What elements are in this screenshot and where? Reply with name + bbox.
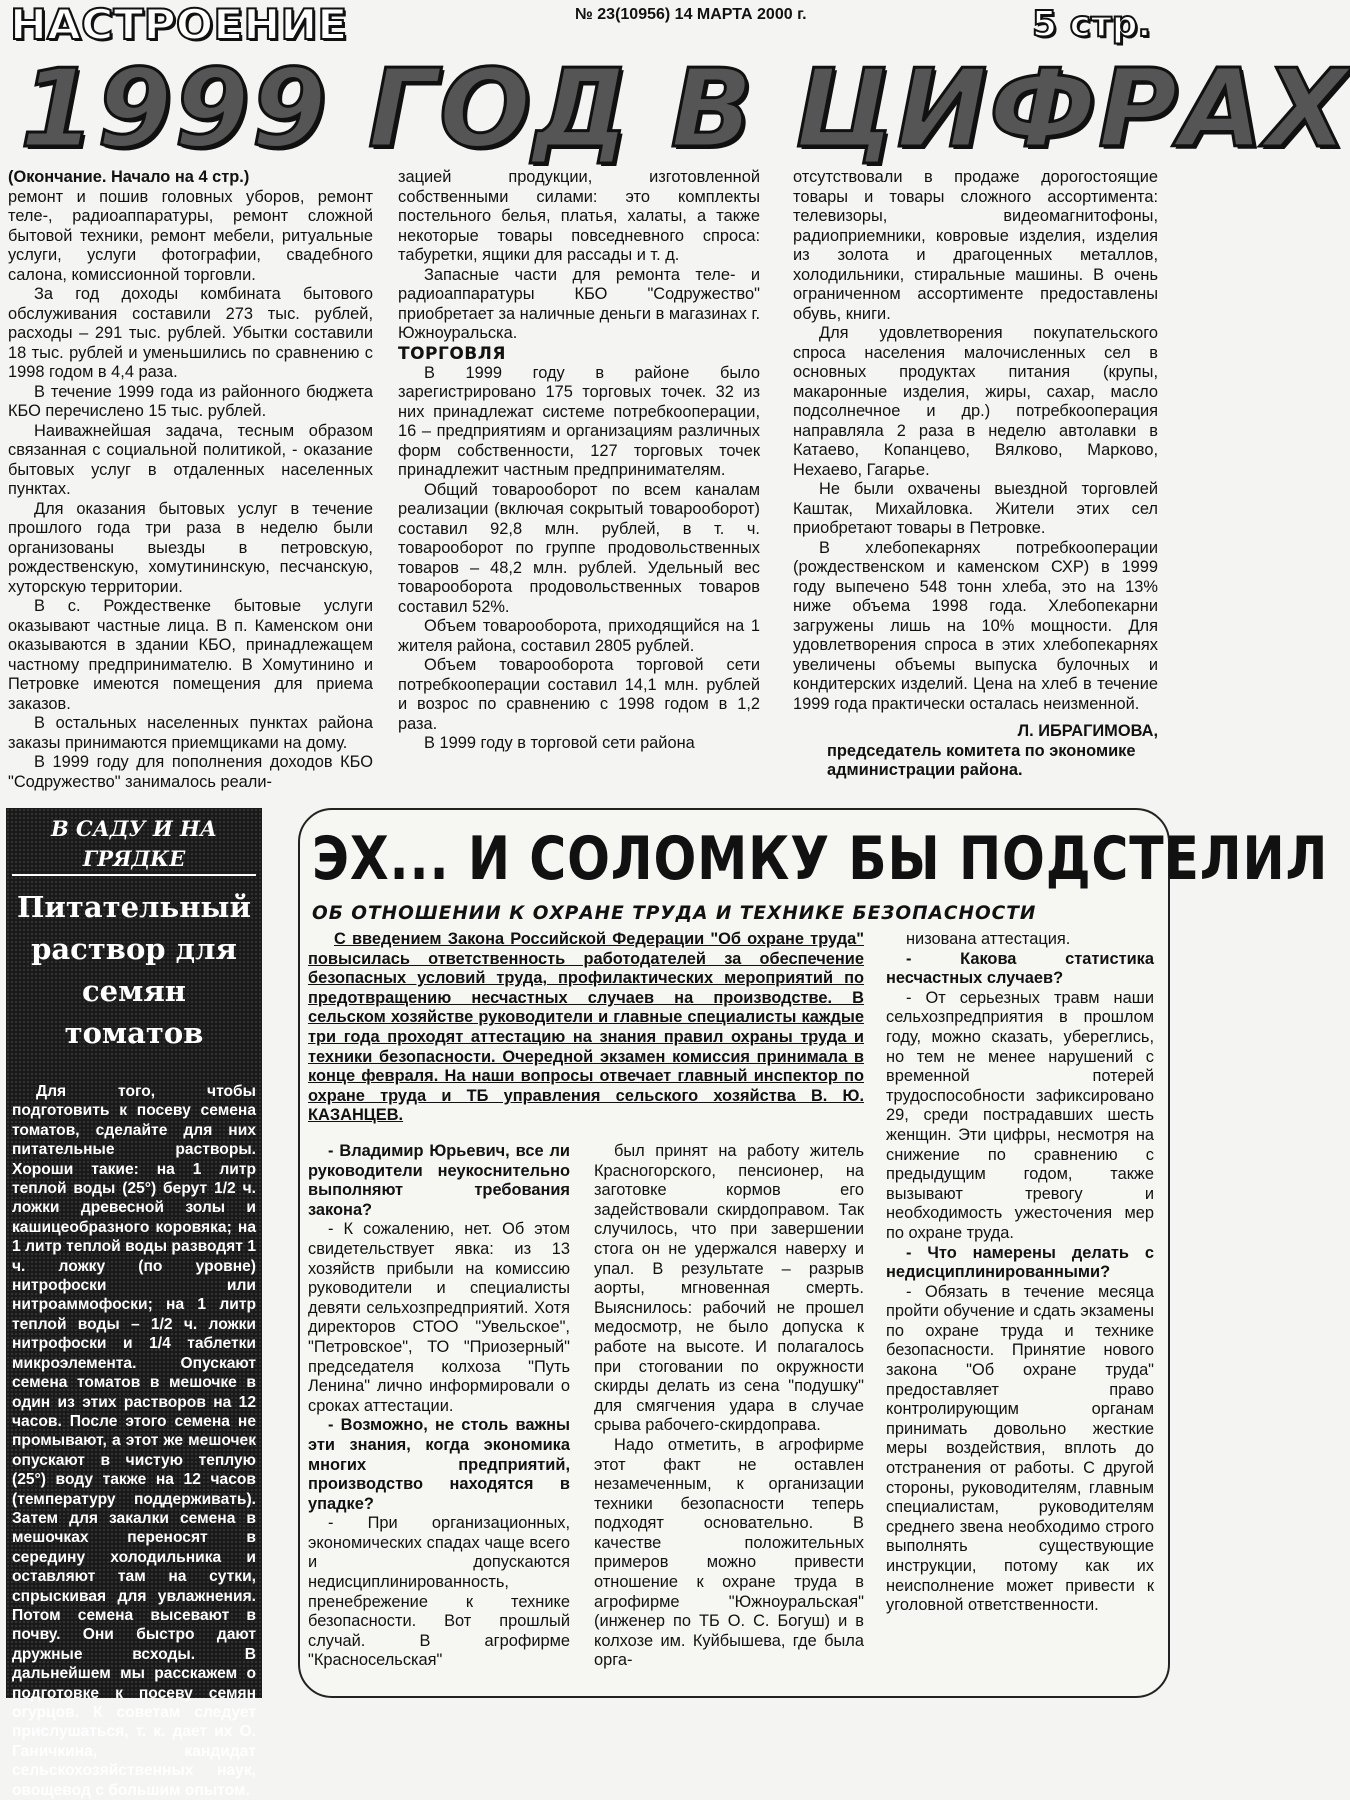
paragraph: был принят на работу житель Красногорского, пенсионер, на заготовке кормов его задействовали скирдоправом. Так случилось, что при завершении стога он не удержался наверху и упал. В результате – разрыв аорты, мгновенная смерть. Выяснилось: рабочий не прошел медосмотр, не было допуска к работе на высоте. И полагалось при стоговании по окружности скирды делать из сена "подушку" для смягчения удара в случае срыва рабочего-скирдоправа. xyxy=(594,1142,864,1435)
paragraph: зацией продукции, изготовленной собственными силами: это комплекты постельного белья, платья, халаты, а также некоторые товары повседневного спроса: табуретки, ящики для рассады и т. д. xyxy=(398,168,760,264)
report-column-1 xyxy=(8,168,373,792)
garden-title: Питательный раствор для семян томатов xyxy=(16,890,251,1050)
paragraph: Для удовлетворения покупательского спроса населения малочисленных сел в основных продуктах питания (крупы, макаронные изделия, жиры, сахар, масло подсолнечное и др.) потребкооперация направляла 2 раза в неделю автолавки в Катаево, Копанцево, Вялково, Марково, Нехаево, Гагарье. xyxy=(793,324,1158,479)
interview-question: - Что намерены делать с недисциплинированными? xyxy=(886,1243,1154,1282)
article-title: ЭХ... И СОЛОМКУ БЫ ПОДСТЕЛИЛ xyxy=(312,824,1329,894)
paragraph: низована аттестация. xyxy=(906,930,1071,948)
paragraph: Объем товарооборота, приходящийся на 1 жителя района, составил 2805 рублей. xyxy=(398,617,760,655)
report-column-3 xyxy=(793,168,1158,781)
article-column-3 xyxy=(886,930,1154,1616)
page-headline: 1999 ГОД В ЦИФРАХ xyxy=(20,47,1350,172)
report-column-2 xyxy=(398,168,760,754)
paragraph: Надо отметить, в агрофирме этот факт не оставлен незамеченным, к организации техники безопасности теперь подходят основательно. В качестве положительных примеров можно привести отношение к охране труда в агрофирме "Южноуральская" (инженер по ТБ О. С. Богуш) и в колхозе им. Куйбышева, где была орга- xyxy=(594,1435,864,1670)
paragraph: В хлебопекарнях потребкооперации (рождественском и каменском СХР) в 1999 году выпечено 548 тонн хлеба, это на 13% ниже объема 1998 года. Хлебопекарни загружены лишь на 10% мощности. Для удовлетворения спроса в этих хлебопекарнях увеличены объемы выпуска булочных и кондитерских изделий. Цена на хлеб в течение 1999 года практически осталась неизменной. xyxy=(793,538,1158,713)
section-heading: ТОРГОВЛЯ xyxy=(398,343,506,364)
paragraph: В 1999 году в районе было зарегистрировано 175 торговых точек. 32 из них принадлежат системе потребкооперации, 16 – предприятиям и организациям различных форм собственности, 127 торговых точек принадлежит частным предпринимателям. xyxy=(398,363,760,479)
paragraph: - От серьезных травм наши сельхозпредприятия в прошлом году, можно сказать, убереглись, но тем не менее нарушений с временной потерей трудоспособности зафиксировано 29, среди пострадавших шесть женщин. Эти цифры, несмотря на снижение по сравнению с предыдущим годом, также вызывают тревогу и необходимость ужесточения мер по охране труда. xyxy=(886,988,1154,1242)
garden-sidebar xyxy=(6,808,262,1799)
paragraph: - Обязать в течение месяца пройти обучение и сдать экзамены по охране труда и технике безопасности. Принятие нового закона "Об охране труда" предоставляет право контролирующим органам принимать довольно жесткие меры воздействия, вплоть до отстранения от работы. С другой стороны, руководителям, главным специалистам, руководителям среднего звена необходимо строго выполнять существующие инструкции, потому как их неисполнение может привести к уголовной ответственности. xyxy=(886,1282,1154,1615)
paragraph: В с. Рождественке бытовые услуги оказывают частные лица. В п. Каменском они оказываются в здании КБО, принадлежащем частному предпринимателю. В Хомутинино и Петровке имеются помещения для приема заказов. xyxy=(8,597,373,713)
paragraph: В 1999 году для пополнения доходов КБО "Содружество" занималось реали- xyxy=(8,753,373,791)
interview-question: - Владимир Юрьевич, все ли руководители неукоснительно выполняют требования закона? xyxy=(308,1142,570,1219)
article-column-2 xyxy=(594,1142,864,1671)
garden-text: Для того, чтобы подготовить к посеву семена томатов, сделайте для них питательные растворы. Хороши такие: на 1 литр теплой воды (25°) берут 1/2 ч. ложки древесной золы и кашицеобразного коровяка; на 1 литр теплой воды разводят 1 ч. ложку (по уровне) нитрофоски или нитроаммофоски; на 1 литр теплой воды – 1/2 ч. ложки нитрофоски и 1/4 таблетки микроэлемента. Опускают семена томатов в мешочке в один из этих растворов на 12 часов. После этого семена не промывают, а этот же мешочек опускают в чистую теплую (25°) воду также на 12 часов (температуру поддерживать). Затем для закалки семена в мешочках переносят в середину холодильника и оставляют там на сутки, спрыскивая для увлажнения. Потом семена высевают в почву. Они быстро дают дружные всходы. В дальнейшем мы расскажем о подготовке к посеву семян огурцов. К советам следует прислушаться, т. к. дает их О. Ганичкина, кандидат сельскохозяйственных наук, овощевод с большим опытом. xyxy=(12,1083,256,1799)
author-title: председатель комитета по экономике администрации района. xyxy=(827,741,1136,779)
paragraph: (Окончание. Начало на 4 стр.) xyxy=(8,168,250,186)
article-subtitle: ОБ ОТНОШЕНИИ К ОХРАНЕ ТРУДА И ТЕХНИКЕ БЕЗОПАСНОСТИ xyxy=(312,903,1037,924)
author-signature: Л. ИБРАГИМОВА, xyxy=(1017,722,1158,740)
paragraph: В течение 1999 года из районного бюджета КБО перечислено 15 тыс. рублей. xyxy=(8,382,373,420)
paragraph: - К сожалению, нет. Об этом свидетельствует явка: из 13 хозяйств прибыли на комиссию руководители и специалисты девяти сельхозпредприятий. Хотя директоров СТОО "Увельское", "Петровское", ТО "Приозерный" председателя колхоза "Путь Ленина" лично информировали о сроках аттестации. xyxy=(308,1220,570,1415)
paragraph: Объем товарооборота торговой сети потребкооперации составил 14,1 млн. рублей и возрос по сравнению с 1998 годом в 1,2 раза. xyxy=(398,656,760,733)
paragraph: Не были охвачены выездной торговлей Каштак, Михайловка. Жители этих сел приобретают товары в Петровке. xyxy=(793,480,1158,537)
paragraph: ремонт и пошив головных уборов, ремонт теле-, радиоаппаратуры, ремонт сложной бытовой техники, ремонт мебели, ритуальные услуги, услуги фотографии, свадебного салона, комиссионной торговли. xyxy=(8,187,373,284)
issue-number-date: № 23(10956) 14 МАРТА 2000 г. xyxy=(575,6,807,23)
article-lead: С введением Закона Российской Федерации "Об охране труда" повысилась ответственность работодателей за обеспечение безопасных условий труда, профилактических мероприятий по предотвращению несчастных случаев на производстве. В сельском хозяйстве руководители и главные специалисты каждые три года проходят аттестацию на знания правил охраны труда и техники безопасности. Очередной экзамен комиссия принимала в конце февраля. На наши вопросы отвечает главный инспектор по охране труда и ТБ управления сельского хозяйства В. Ю. КАЗАНЦЕВ. xyxy=(308,930,864,1125)
paragraph: - При организационных, экономических спадах чаще всего и допускаются недисциплинированность, пренебрежение к технике безопасности. Вот прошлый случай. В агрофирме "Красносельская" xyxy=(308,1514,570,1670)
article-column-1 xyxy=(308,1142,570,1671)
paragraph: В остальных населенных пунктах района заказы принимаются приемщиками на дому. xyxy=(8,714,373,752)
paragraph: Наиважнейшая задача, тесным образом связанная с социальной политикой, - оказание бытовых услуг в отдаленных населенных пунктах. xyxy=(8,421,373,498)
interview-question: - Возможно, не столь важны эти знания, когда экономика многих предприятий, производство находятся в упадке? xyxy=(308,1416,570,1513)
page-number: 5 стр. xyxy=(1032,4,1152,45)
paragraph: Общий товарооборот по всем каналам реализации (включая сокрытый товарооборот) составил 92,8 млн. рублей, в т. ч. товарооборот по группе продовольственных товаров – 48,2 млн. рублей. Удельный вес товарооборота продовольственных товаров составил 52%. xyxy=(398,480,760,616)
interview-question: - Какова статистика несчастных случаев? xyxy=(886,949,1154,988)
paragraph: В 1999 году в торговой сети района xyxy=(424,734,695,752)
paragraph: Запасные части для ремонта теле- и радиоаппаратуры КБО "Содружество" приобретает за наличные деньги в магазинах г. Южноуральска. xyxy=(398,265,760,342)
safety-article xyxy=(298,808,1329,1698)
section-rubric: НАСТРОЕНИЕ xyxy=(10,0,348,49)
paragraph: За год доходы комбината бытового обслуживания составили 273 тыс. рублей, расходы – 291 тыс. рублей. Убытки составили 18 тыс. рублей и уменьшились по сравнению с 1998 годом в 4,4 раза. xyxy=(8,285,373,381)
paragraph: отсутствовали в продаже дорогостоящие товары и товары сложного ассортимента: телевизоры, видеомагнитофоны, радиоприемники, ковровые изделия, изделия из золота и драгоценных металлов, холодильники, стиральные машины. В очень ограниченном ассортименте предоставлены обувь, книги. xyxy=(793,168,1158,323)
paragraph: Для оказания бытовых услуг в течение прошлого года три раза в неделю были организованы выезды в петровскую, рождественскую, хомутининскую, песчанскую, хуторскую территории. xyxy=(8,499,373,596)
garden-rubric: В САДУ И НА ГРЯДКЕ xyxy=(12,814,256,876)
